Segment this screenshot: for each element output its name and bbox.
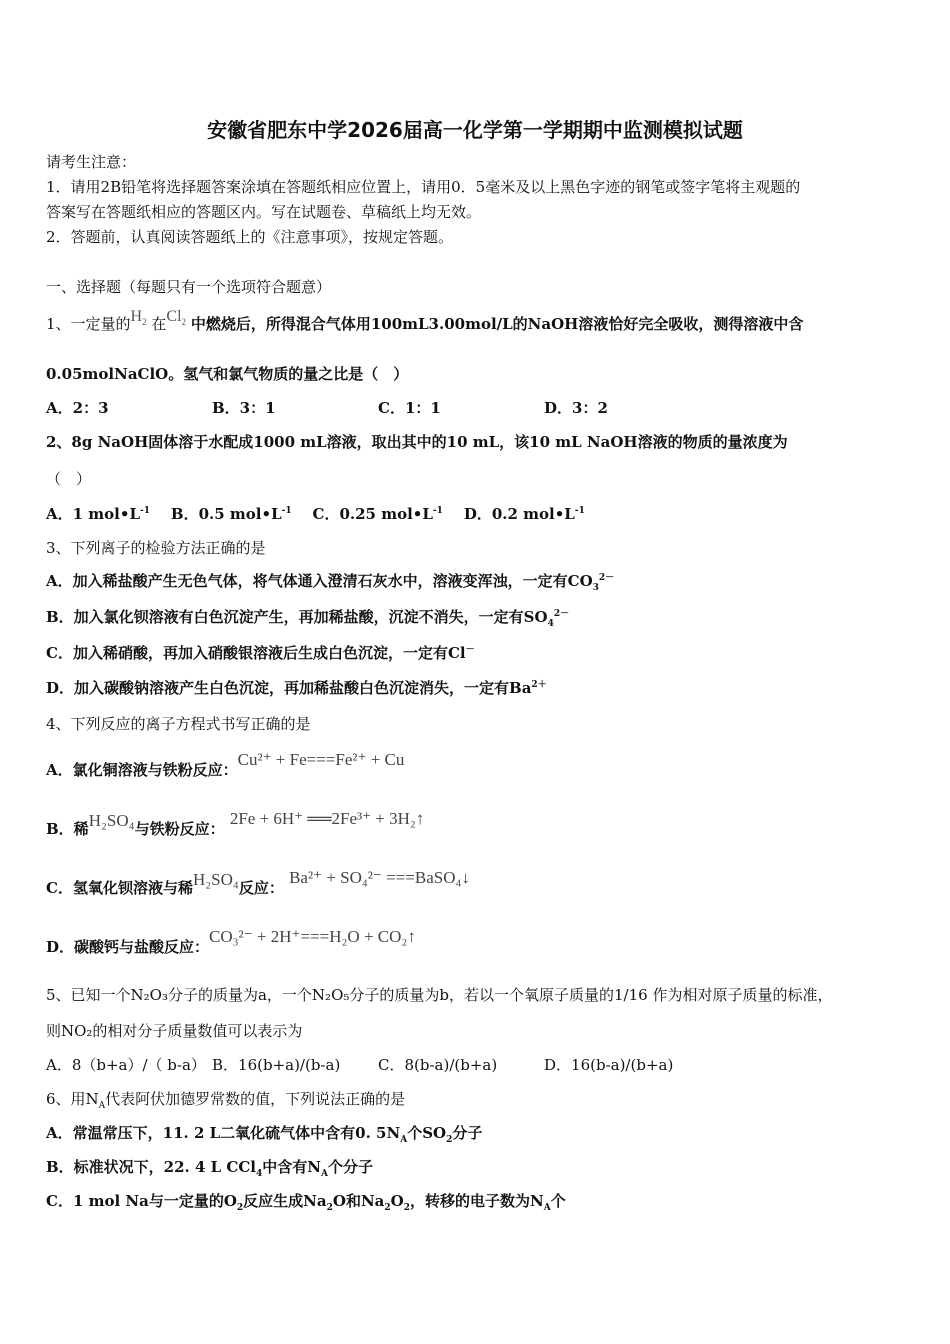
q4-option-b: B．稀H₂SO₄与铁粉反应： 2Fe + 6H⁺ ══2Fe³⁺ + 3H₂↑: [46, 809, 425, 838]
q2-line-2: （ ）: [46, 470, 92, 488]
q1-options: [46, 398, 608, 418]
q1-option-a: A．2：3: [46, 399, 109, 417]
q5-option-d: D．16(b-a)/(b+a): [544, 1056, 674, 1074]
notice-line-3: 2．答题前，认真阅读答题纸上的《注意事项》，按规定答题。: [46, 228, 454, 246]
q4-d-equation: CO₃²⁻ + 2H⁺===H₂O + CO₂↑: [209, 927, 416, 946]
q2-option-d: D．0.2 mol•L: [463, 505, 575, 523]
h2-formula: $H_2$: [130, 308, 147, 328]
q2-option-b: B．0.5 mol•L: [170, 505, 282, 523]
q2-options: A．1 $mol•L^{-1}$ B．0.5 $mol•L^{-1}$ C．0.25 $mol•L^{-1}$ D．0.2 $mol•L^{-1}$: [46, 505, 585, 523]
q2-option-c: C．0.25 mol•L: [312, 505, 433, 523]
notice-line-1: 1．请用2B铅笔将选择题答案涂填在答题纸相应位置上，请用0．5毫米及以上黑色字迹的钢笔或签字笔将主观题的: [46, 178, 801, 196]
q4-c-acid: H₂SO₄: [192, 870, 239, 889]
notice-line-2: 答案写在答题纸相应的答题区内。写在试题卷、草稿纸上均无效。: [46, 203, 482, 221]
q3-option-c: C．加入稀硝酸，再加入硝酸银溶液后生成白色沉淀，一定有Cl－: [46, 644, 475, 662]
q4-option-d: D．碳酸钙与盐酸反应：CO₃²⁻ + 2H⁺===H₂O + CO₂↑: [46, 927, 416, 956]
q6-option-a: A．常温常压下，11. 2 L二氧化硫气体中含有0. $5N_A$个$SO_2$分子: [46, 1124, 483, 1145]
q2-line-1: 2、8g NaOH固体溶于水配成1000 mL溶液，取出其中的10 mL，该10 mL NaOH溶液的物质的量浓度为: [46, 433, 788, 451]
page-title: 安徽省肥东中学2026届高一化学第一学期期中监测模拟试题: [207, 118, 743, 142]
q4-b-acid: H₂SO₄: [88, 811, 135, 830]
q6-option-c: C．1 mol Na与一定量的$O_2$反应生成$Na_2O$和$Na_2O_2$，转移的电子数为$N_A$个: [46, 1192, 566, 1213]
q3-stem: 3、下列离子的检验方法正确的是: [46, 539, 266, 557]
q1-line-2: 0.05molNaClO。氢气和氯气物质的量之比是（ ）: [46, 365, 409, 383]
q4-b-equation: 2Fe + 6H⁺ ══2Fe³⁺ + 3H₂↑: [229, 809, 425, 828]
q4-c-equation: Ba²⁺ + SO₄²⁻ ===BaSO₄↓: [289, 868, 470, 887]
q4-a-equation: Cu²⁺ + Fe===Fe²⁺ + Cu: [237, 750, 405, 769]
q3-option-b: B．加入氯化钡溶液有白色沉淀产生，再加稀盐酸，沉淀不消失，一定有$SO_4^{2-}$: [46, 608, 570, 629]
cl2-formula: $Cl_2$: [166, 308, 187, 328]
q4-stem: 4、下列反应的离子方程式书写正确的是: [46, 715, 311, 733]
q6-stem: 6、用$N_A$代表阿伏加德罗常数的值，下列说法正确的是: [46, 1090, 406, 1111]
q5-line-1: 5、已知一个N₂O₃分子的质量为a，一个N₂O₅分子的质量为b，若以一个氧原子质量的1/16 作为相对原子质量的标准，: [46, 986, 833, 1004]
q5-options: [46, 1055, 673, 1075]
q3-option-a: A．加入稀盐酸产生无色气体，将气体通入澄清石灰水中，溶液变浑浊，一定有$CO_3^{2-}$: [46, 572, 615, 593]
q5-option-c: C．8(b-a)/(b+a): [378, 1056, 498, 1074]
q5-line-2: 则NO₂的相对分子质量数值可以表示为: [46, 1022, 303, 1040]
q6-option-b: B．标准状况下，22. 4 L CCl$_4$中含有$N_A$个分子: [46, 1158, 373, 1179]
q1-line-1: 1、一定量的$H_2$ 在$Cl_2$ 中燃烧后，所得混合气体用100mL3.00mol/L的NaOH溶液恰好完全吸收，测得溶液中含: [46, 308, 804, 333]
q5-option-b: B．16(b+a)/(b-a): [212, 1056, 341, 1074]
q4-option-a: A．氯化铜溶液与铁粉反应：Cu²⁺ + Fe===Fe²⁺ + Cu: [46, 750, 405, 779]
section-heading: 一、选择题（每题只有一个选项符合题意）: [46, 278, 332, 296]
q2-option-a: A．1 mol•L: [46, 505, 141, 523]
q1-option-c: C．1：1: [378, 399, 441, 417]
q1-option-b: B．3：1: [212, 399, 276, 417]
q1-option-d: D．3：2: [544, 399, 608, 417]
q5-option-a: A．8（b+a）/（ b-a）: [46, 1056, 206, 1074]
q4-option-c: C．氢氧化钡溶液与稀H₂SO₄反应： Ba²⁺ + SO₄²⁻ ===BaSO₄↓: [46, 868, 470, 897]
q3-option-d: D．加入碳酸钠溶液产生白色沉淀，再加稀盐酸白色沉淀消失，一定有$Ba^{2+}$: [46, 679, 547, 697]
notice-heading: 请考生注意：: [46, 153, 137, 171]
